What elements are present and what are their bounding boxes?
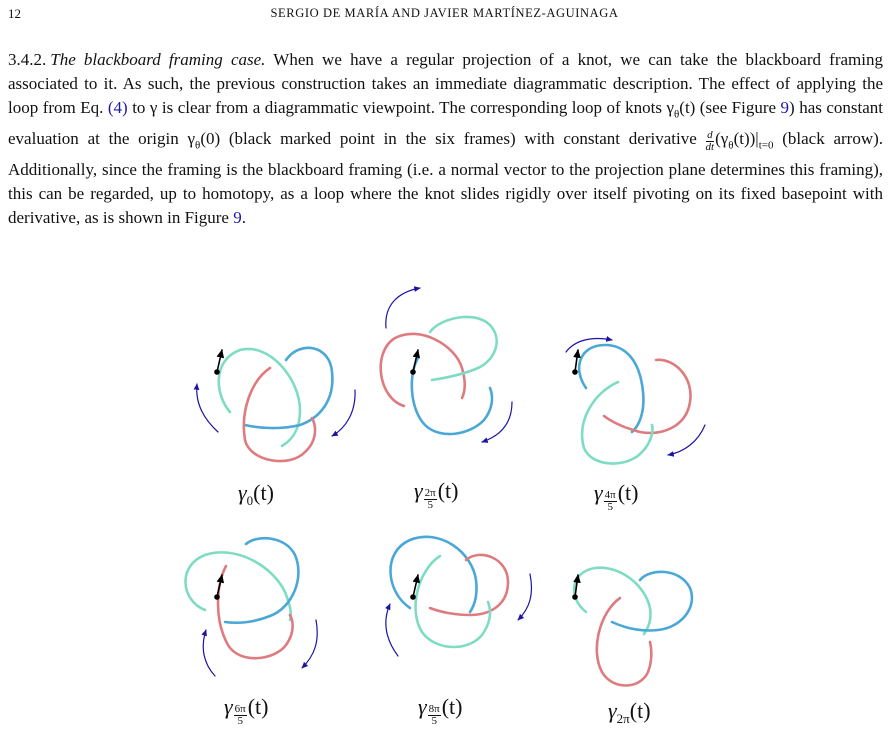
rotation-arrow-right xyxy=(668,425,705,455)
rotation-arrow-right xyxy=(302,620,317,668)
frac-num: d xyxy=(707,129,713,141)
caption-frac-den: 5 xyxy=(427,499,433,511)
knot-strand-teal xyxy=(574,568,650,634)
knot-strand-red xyxy=(381,334,465,406)
basepoint-arrow xyxy=(575,350,578,372)
frame-3-knot xyxy=(566,339,705,464)
caption-symbol: γ xyxy=(594,480,603,505)
knot-strand-blue xyxy=(412,358,492,434)
caption-frac-num: 4π xyxy=(604,489,616,501)
text-run: (0) (black marked point in the six frames) with constant derivative xyxy=(200,129,706,148)
running-head: SERGIO DE MARÍA AND JAVIER MARTÍNEZ-AGUINAGA xyxy=(270,6,619,20)
caption-gamma-2pi-5 xyxy=(414,478,459,511)
caption-symbol: γ xyxy=(414,478,423,503)
frame-4-knot xyxy=(185,538,317,676)
caption-argument: (t) xyxy=(629,698,651,723)
basepoint-marker xyxy=(572,594,578,600)
knot-strand-red xyxy=(597,598,651,686)
section-title: The blackboard framing case. xyxy=(50,50,266,69)
caption-frac-den: 5 xyxy=(607,501,613,513)
caption-gamma-4pi-5 xyxy=(594,480,639,513)
knot-strand-blue xyxy=(225,538,298,623)
caption-argument: (t) xyxy=(617,480,639,505)
caption-symbol: γ xyxy=(608,698,617,723)
text-run: (t) (see Figure xyxy=(679,98,781,118)
caption-argument: (t) xyxy=(247,694,269,719)
caption-argument: (t) xyxy=(253,480,274,505)
knot-strand-red xyxy=(604,360,691,433)
knot-strand-blue xyxy=(612,572,692,631)
basepoint-marker xyxy=(214,369,220,375)
frac-den: dt xyxy=(705,141,715,153)
caption-gamma-2pi xyxy=(608,698,651,727)
figure-ref-link[interactable]: 9 xyxy=(780,98,790,118)
theta-subscript: θ xyxy=(674,108,680,121)
rotation-arrow-left xyxy=(197,384,218,432)
frame-1-knot xyxy=(197,348,355,461)
rotation-arrow-left xyxy=(386,604,398,656)
text-run: (t))| xyxy=(733,129,759,148)
knot-strand-red xyxy=(244,368,315,461)
frame-6-knot xyxy=(572,568,692,686)
caption-subscript: 2π xyxy=(616,711,630,726)
basepoint-marker xyxy=(214,594,220,600)
caption-frac-num: 2π xyxy=(424,487,436,499)
eval-subscript: t=0 xyxy=(758,139,774,152)
caption-subscript-fraction xyxy=(424,488,437,511)
caption-symbol: γ xyxy=(224,694,233,719)
caption-symbol: γ xyxy=(238,480,247,505)
knot-strand-teal xyxy=(219,349,300,446)
caption-argument: (t) xyxy=(441,694,463,719)
caption-subscript: 0 xyxy=(246,493,254,508)
caption-subscript-fraction xyxy=(234,704,247,727)
text-run: (γ xyxy=(715,129,729,148)
rotation-arrow-left xyxy=(203,630,215,676)
knot-strand-blue xyxy=(579,345,643,432)
theta-subscript: θ xyxy=(728,139,734,152)
knot-strand-blue xyxy=(245,348,332,428)
caption-frac-den: 5 xyxy=(431,715,437,727)
caption-frac-num: 6π xyxy=(234,703,246,715)
text-run: ) has constant evaluation at the origin γ xyxy=(8,98,883,148)
text-run: (black arrow). Additionally, since the framing is the blackboard framing (i.e. a normal vector to the projection plane determines this framing), this can be regarded, up to homotopy, as a loop where the knot slides rigidly over itself pivoting on its fixed basepoint with derivative, as is shown in Figure xyxy=(8,129,884,227)
theta-subscript: θ xyxy=(195,139,201,152)
equation-ref-link[interactable]: (4) xyxy=(107,98,128,118)
frame-2-knot xyxy=(381,288,512,442)
knot-strand-blue xyxy=(390,537,476,612)
basepoint-marker xyxy=(410,369,416,375)
text-run: When we have a regular projection of a knot, we can take the blackboard framing associated to it. As such, the previous construction takes an immediate diagrammatic description. The effect of applying the loop from Eq. xyxy=(8,50,883,118)
caption-gamma-6pi-5 xyxy=(224,694,269,727)
section-number: 3.4.2. xyxy=(8,50,47,69)
rotation-arrow-right xyxy=(332,390,355,436)
knot-strand-red xyxy=(218,566,293,658)
page-number: 12 xyxy=(8,6,21,21)
basepoint-marker xyxy=(410,594,416,600)
text-run: . xyxy=(241,208,246,227)
knot-strand-teal xyxy=(185,552,290,620)
frame-5-knot xyxy=(386,537,532,656)
rotation-arrow-right xyxy=(518,574,532,620)
caption-gamma-0 xyxy=(238,480,274,509)
caption-subscript-fraction xyxy=(604,490,617,513)
caption-frac-num: 8π xyxy=(428,703,440,715)
text-run: to γ is clear from a diagrammatic viewpoint. The corresponding loop of knots γ xyxy=(127,98,674,118)
figure-ref-link[interactable]: 9 xyxy=(233,208,242,227)
caption-frac-den: 5 xyxy=(237,715,243,727)
knot-strand-teal xyxy=(416,556,491,647)
rotation-arrow-right xyxy=(482,402,512,442)
basepoint-marker xyxy=(572,369,578,375)
caption-gamma-8pi-5 xyxy=(418,694,463,727)
caption-symbol: γ xyxy=(418,694,427,719)
caption-subscript-fraction xyxy=(428,704,441,727)
rotation-arrow-top xyxy=(386,288,420,328)
caption-argument: (t) xyxy=(437,478,459,503)
